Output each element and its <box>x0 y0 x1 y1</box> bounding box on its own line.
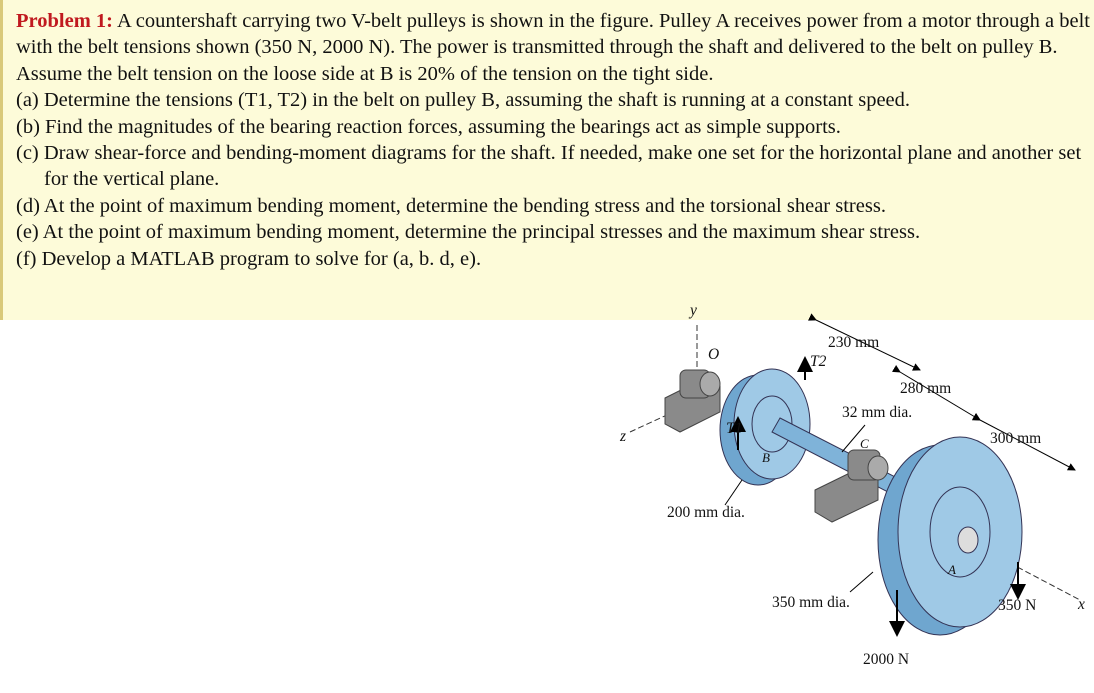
part-c: (c) Draw shear-force and bending-moment diagrams for the shaft. If needed, make one set for the horizontal plane and another set for the vertical plane. <box>16 142 1082 191</box>
bearing-c <box>815 450 888 522</box>
pulley-a-label: A <box>948 562 956 577</box>
leader-200 <box>725 480 742 505</box>
bearing-c-label: C <box>860 436 869 451</box>
force-350-label: 350 N <box>998 597 1037 614</box>
y-axis-label: y <box>690 302 697 319</box>
leader-350 <box>850 572 873 592</box>
problem-heading: Problem 1: <box>16 10 113 32</box>
problem-statement <box>0 0 1094 320</box>
intro-text: A countershaft carrying two V-belt pulleys is shown in the figure. Pulley A receives power from a motor through a belt with the belt tensions shown (350 N, 2000 N). The power is transmitted through the shaft and delivered to the belt on pulley B. Assume the belt tension on the loose side at B is 20% of the tension on the tight side. <box>16 10 1090 85</box>
t1-label: T1 <box>726 420 743 437</box>
x-axis-label: x <box>1078 596 1085 613</box>
countershaft-drawing <box>610 300 1094 693</box>
part-a: (a) Determine the tensions (T1, T2) in the belt on pulley B, assuming the shaft is running at a constant speed. <box>16 89 911 112</box>
pulley-b-dia-label: 200 mm dia. <box>667 504 745 521</box>
pulley-a-dia-label: 350 mm dia. <box>772 594 850 611</box>
part-f: (f) Develop a MATLAB program to solve for (a, b. d, e). <box>16 247 482 270</box>
part-b: (b) Find the magnitudes of the bearing reaction forces, assuming the bearings act as simple supports. <box>16 115 841 138</box>
z-axis-label: z <box>620 428 627 445</box>
pulley-b-label: B <box>762 450 770 465</box>
force-2000-label: 2000 N <box>863 651 910 668</box>
countershaft-figure <box>610 300 1094 693</box>
origin-label: O <box>708 346 720 363</box>
shaft-dia-label: 32 mm dia. <box>842 404 913 421</box>
part-d: (d) At the point of maximum bending moment, determine the bending stress and the torsional shear stress. <box>16 194 886 217</box>
part-e: (e) At the point of maximum bending moment, determine the principal stresses and the maximum shear stress. <box>16 221 921 244</box>
dim-230-label: 230 mm <box>828 334 880 351</box>
dim-300-label: 300 mm <box>990 430 1042 447</box>
dim-280-label: 280 mm <box>900 380 952 397</box>
problem-text <box>16 8 1094 272</box>
t2-label: T2 <box>810 353 827 370</box>
problem-intro <box>16 8 1094 87</box>
bearing-o <box>665 370 720 432</box>
